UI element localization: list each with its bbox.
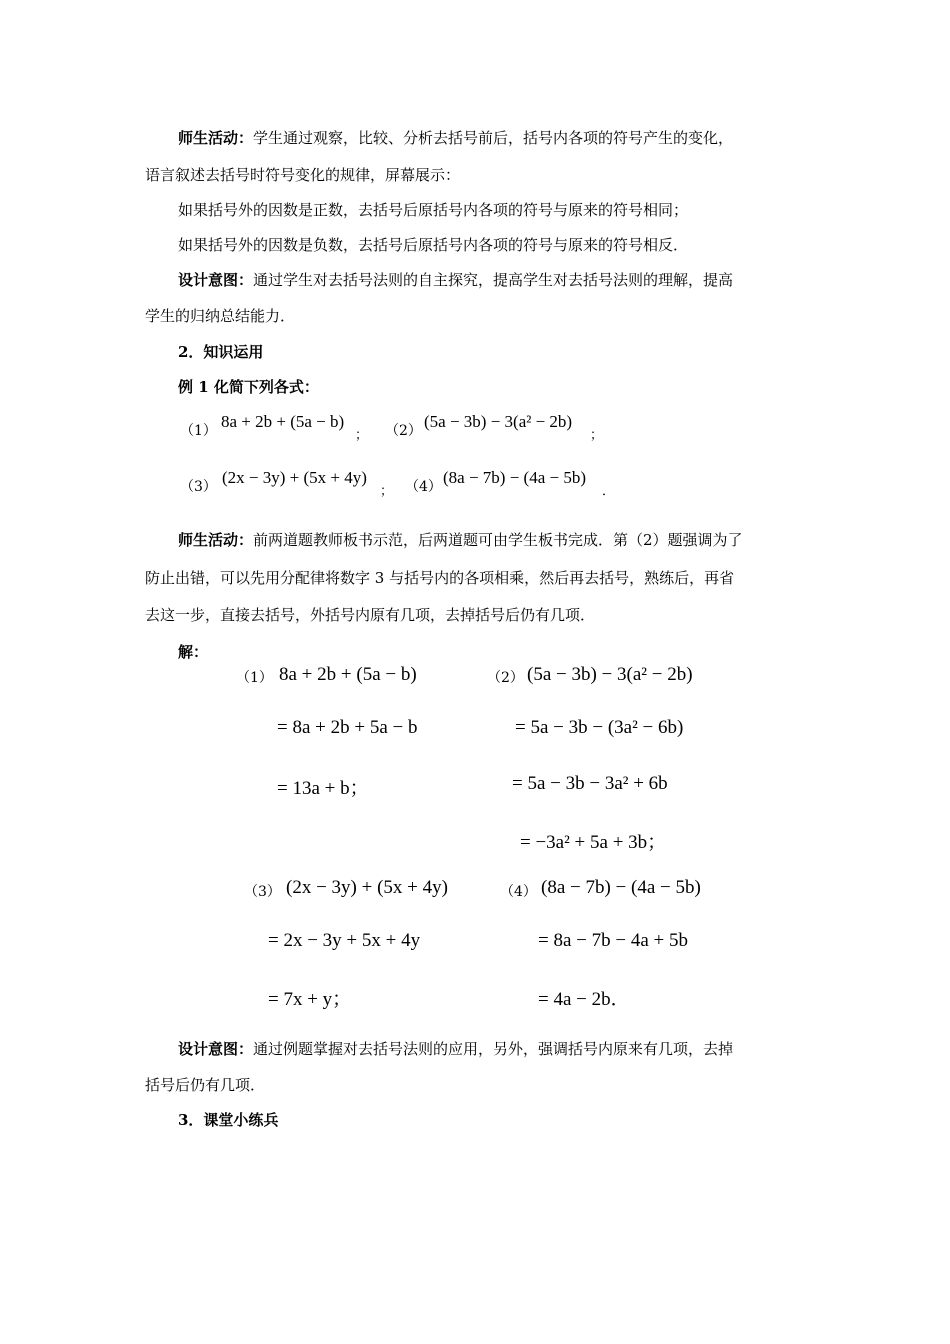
activity-text: 学生通过观察，比较、分析去括号前后，括号内各项的符号产生的变化， (253, 129, 734, 147)
solution-1-step-2: = 8a + 2b + 5a − b (277, 717, 418, 738)
solution-2-step-4: = −3a² + 5a + 3b； (520, 832, 667, 853)
solution-2-number: （2） (487, 670, 524, 686)
activity-2-text: 前两道题教师板书示范，后两道题可由学生板书完成．第（2）题强调为了 (253, 531, 743, 549)
question-1-number: （1） (180, 423, 217, 439)
solution-2-step-2: = 5a − 3b − (3a² − 6b) (515, 717, 684, 738)
question-3-number: （3） (180, 479, 217, 495)
design-intent-2-label: 设计意图： (178, 1040, 254, 1058)
example-title: 例 1 化简下列各式： (178, 378, 319, 396)
activity-2-line-2: 防止出错，可以先用分配律将数字 3 与括号内的各项相乘，然后再去括号，熟练后，再省 (145, 569, 735, 587)
solution-3-step-3: = 7x + y； (268, 989, 352, 1010)
solution-label: 解： (178, 643, 209, 661)
solution-1-step-3: = 13a + b； (277, 778, 369, 799)
solution-3-step-1: (2x − 3y) + (5x + 4y) (286, 877, 448, 898)
solution-3-number: （3） (244, 884, 281, 900)
question-2-expression: (5a − 3b) − 3(a² − 2b) (424, 412, 573, 431)
activity-label: 师生活动： (178, 129, 254, 147)
question-4-separator: ． (602, 484, 616, 499)
design-intent-line-2: 学生的归纳总结能力． (145, 307, 296, 325)
question-3-separator: ； (380, 484, 394, 499)
solution-4-number: （4） (500, 884, 537, 900)
design-intent-text: 通过学生对去括号法则的自主探究，提高学生对去括号法则的理解，提高 (253, 271, 734, 289)
solution-3-step-2: = 2x − 3y + 5x + 4y (268, 930, 421, 951)
question-3-expression: (2x − 3y) + (5x + 4y) (222, 468, 367, 487)
question-4-number: （4） (405, 479, 442, 495)
solution-1-number: （1） (236, 670, 273, 686)
section-heading-3: 3．课堂小练兵 (178, 1111, 279, 1129)
question-1-expression: 8a + 2b + (5a − b) (221, 412, 345, 431)
activity-paragraph-line-1 (178, 126, 733, 150)
solution-2-step-3: = 5a − 3b − 3a² + 6b (512, 773, 668, 794)
section-heading-2: 2．知识运用 (178, 343, 264, 361)
solution-2-step-1: (5a − 3b) − 3(a² − 2b) (527, 664, 693, 685)
solution-4-step-1: (8a − 7b) − (4a − 5b) (541, 877, 701, 898)
design-intent-label: 设计意图： (178, 271, 254, 289)
activity-2-line-3: 去这一步，直接去括号，外括号内原有几项，去掉括号后仍有几项． (145, 606, 596, 624)
design-intent-2-line-2: 括号后仍有几项． (145, 1076, 266, 1094)
activity-2-label: 师生活动： (178, 531, 254, 549)
activity-2-line-1 (178, 528, 743, 552)
rule-negative: 如果括号外的因数是负数，去括号后原括号内各项的符号与原来的符号相反． (178, 236, 689, 254)
design-intent-line-1 (178, 268, 733, 292)
solution-4-step-3: = 4a − 2b． (538, 989, 630, 1010)
design-intent-2-text: 通过例题掌握对去括号法则的应用，另外，强调括号内原来有几项，去掉 (253, 1040, 734, 1058)
solution-1-step-1: 8a + 2b + (5a − b) (279, 664, 417, 685)
solution-4-step-2: = 8a − 7b − 4a + 5b (538, 930, 688, 951)
question-2-separator: ； (590, 428, 604, 443)
design-intent-2-line-1 (178, 1037, 733, 1061)
activity-paragraph-line-2: 语言叙述去括号时符号变化的规律，屏幕展示： (145, 166, 461, 184)
rule-positive: 如果括号外的因数是正数，去括号后原括号内各项的符号与原来的符号相同； (178, 201, 689, 219)
question-1-separator: ； (355, 428, 369, 443)
question-4-expression: (8a − 7b) − (4a − 5b) (443, 468, 586, 487)
question-2-number: （2） (385, 423, 422, 439)
